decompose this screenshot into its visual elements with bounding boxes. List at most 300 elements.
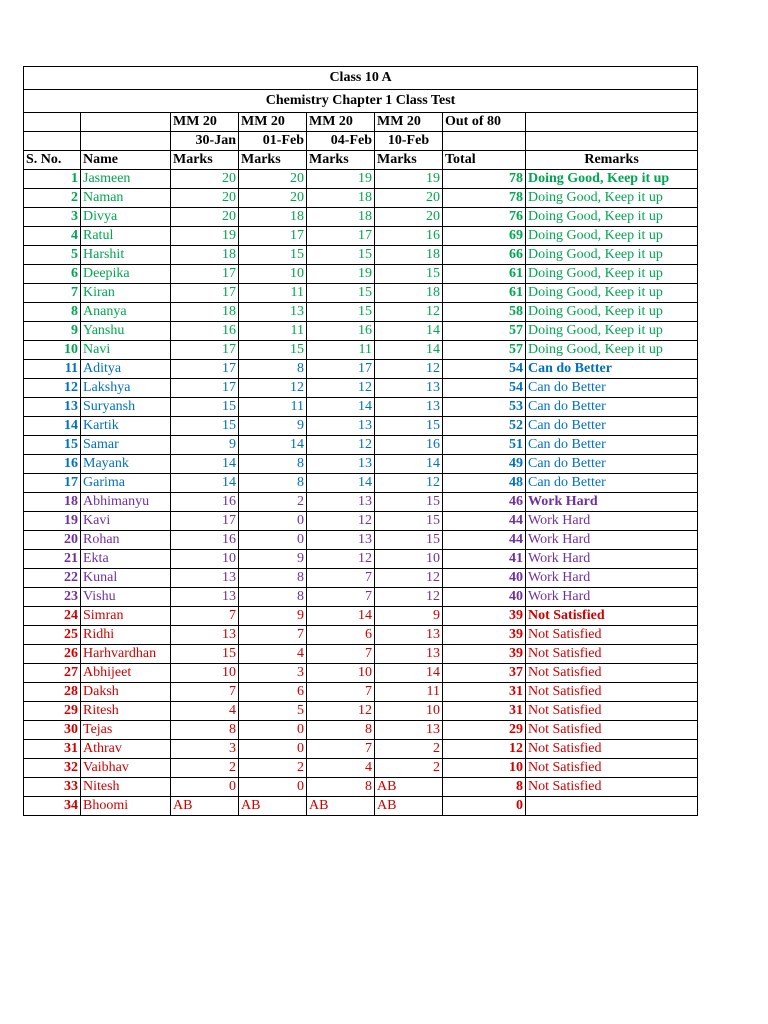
name-cell[interactable]: Harhvardhan	[81, 645, 171, 664]
mark-cell[interactable]: 12	[375, 360, 443, 379]
mark-cell[interactable]: 6	[307, 626, 375, 645]
date-cell[interactable]: 01-Feb	[239, 132, 307, 151]
name-cell[interactable]: Yanshu	[81, 322, 171, 341]
mark-cell[interactable]: 12	[375, 303, 443, 322]
name-header[interactable]: Name	[81, 151, 171, 170]
marks-header[interactable]: Marks	[375, 151, 443, 170]
mark-cell[interactable]: 11	[307, 341, 375, 360]
sno-header[interactable]: S. No.	[24, 151, 81, 170]
total-header[interactable]: Total	[443, 151, 526, 170]
mark-cell[interactable]: 17	[171, 360, 239, 379]
mark-cell[interactable]: 2	[171, 759, 239, 778]
mark-cell[interactable]: 15	[171, 398, 239, 417]
mark-cell[interactable]: 7	[307, 645, 375, 664]
mark-cell[interactable]: 0	[171, 778, 239, 797]
sno-cell[interactable]: 1	[24, 170, 81, 189]
mark-cell[interactable]: 15	[171, 645, 239, 664]
mark-cell[interactable]: 11	[239, 284, 307, 303]
mark-cell[interactable]: 18	[375, 246, 443, 265]
mark-cell[interactable]: 9	[239, 607, 307, 626]
empty-cell[interactable]	[81, 132, 171, 151]
remark-cell[interactable]: Doing Good, Keep it up	[526, 284, 698, 303]
mark-cell[interactable]: 15	[375, 417, 443, 436]
mark-cell[interactable]: 0	[239, 721, 307, 740]
mark-cell[interactable]: AB	[171, 797, 239, 816]
mark-cell[interactable]: 7	[307, 569, 375, 588]
sno-cell[interactable]: 20	[24, 531, 81, 550]
sno-cell[interactable]: 27	[24, 664, 81, 683]
mark-cell[interactable]: 0	[239, 512, 307, 531]
mark-cell[interactable]: 3	[171, 740, 239, 759]
empty-cell[interactable]	[443, 132, 526, 151]
sno-cell[interactable]: 4	[24, 227, 81, 246]
mark-cell[interactable]: 17	[171, 341, 239, 360]
remarks-header[interactable]: Remarks	[526, 151, 698, 170]
remark-cell[interactable]: Can do Better	[526, 398, 698, 417]
mark-cell[interactable]: 2	[239, 493, 307, 512]
remark-cell[interactable]: Not Satisfied	[526, 721, 698, 740]
total-cell[interactable]: 78	[443, 170, 526, 189]
name-cell[interactable]: Vishu	[81, 588, 171, 607]
mark-cell[interactable]: 12	[307, 379, 375, 398]
sno-cell[interactable]: 10	[24, 341, 81, 360]
mark-cell[interactable]: 18	[307, 208, 375, 227]
name-cell[interactable]: Harshit	[81, 246, 171, 265]
sno-cell[interactable]: 17	[24, 474, 81, 493]
total-cell[interactable]: 61	[443, 284, 526, 303]
mark-cell[interactable]: 17	[239, 227, 307, 246]
mark-cell[interactable]: 7	[307, 588, 375, 607]
mark-cell[interactable]: 14	[307, 398, 375, 417]
remark-cell[interactable]: Can do Better	[526, 455, 698, 474]
mark-cell[interactable]: 11	[239, 322, 307, 341]
remark-cell[interactable]: Work Hard	[526, 512, 698, 531]
name-cell[interactable]: Rohan	[81, 531, 171, 550]
total-cell[interactable]: 52	[443, 417, 526, 436]
sno-cell[interactable]: 28	[24, 683, 81, 702]
name-cell[interactable]: Ratul	[81, 227, 171, 246]
name-cell[interactable]: Kavi	[81, 512, 171, 531]
total-cell[interactable]: 31	[443, 683, 526, 702]
remark-cell[interactable]: Doing Good, Keep it up	[526, 341, 698, 360]
mark-cell[interactable]: 7	[171, 607, 239, 626]
name-cell[interactable]: Garima	[81, 474, 171, 493]
mark-cell[interactable]: AB	[307, 797, 375, 816]
sno-cell[interactable]: 33	[24, 778, 81, 797]
mark-cell[interactable]: 14	[307, 607, 375, 626]
name-cell[interactable]: Vaibhav	[81, 759, 171, 778]
class-title[interactable]: Class 10 A	[24, 67, 698, 90]
name-cell[interactable]: Mayank	[81, 455, 171, 474]
remark-cell[interactable]: Not Satisfied	[526, 778, 698, 797]
mark-cell[interactable]: 18	[171, 246, 239, 265]
remark-cell[interactable]: Not Satisfied	[526, 759, 698, 778]
total-cell[interactable]: 57	[443, 341, 526, 360]
name-cell[interactable]: Ananya	[81, 303, 171, 322]
sno-cell[interactable]: 5	[24, 246, 81, 265]
mark-cell[interactable]: 13	[375, 398, 443, 417]
mark-cell[interactable]: 9	[239, 417, 307, 436]
mark-cell[interactable]: 19	[171, 227, 239, 246]
mark-cell[interactable]: 0	[239, 740, 307, 759]
remark-cell[interactable]: Work Hard	[526, 550, 698, 569]
sno-cell[interactable]: 19	[24, 512, 81, 531]
mark-cell[interactable]: 20	[171, 208, 239, 227]
max-marks-cell[interactable]: MM 20	[171, 113, 239, 132]
mark-cell[interactable]: 2	[239, 759, 307, 778]
mark-cell[interactable]: 8	[239, 474, 307, 493]
total-cell[interactable]: 44	[443, 512, 526, 531]
mark-cell[interactable]: 8	[239, 569, 307, 588]
mark-cell[interactable]: 16	[171, 493, 239, 512]
mark-cell[interactable]: 0	[239, 531, 307, 550]
sno-cell[interactable]: 9	[24, 322, 81, 341]
mark-cell[interactable]: 10	[171, 664, 239, 683]
mark-cell[interactable]: 16	[375, 227, 443, 246]
mark-cell[interactable]: 12	[375, 569, 443, 588]
mark-cell[interactable]: 14	[375, 341, 443, 360]
sno-cell[interactable]: 25	[24, 626, 81, 645]
marks-header[interactable]: Marks	[307, 151, 375, 170]
name-cell[interactable]: Jasmeen	[81, 170, 171, 189]
total-cell[interactable]: 8	[443, 778, 526, 797]
mark-cell[interactable]: 15	[375, 265, 443, 284]
mark-cell[interactable]: 12	[307, 702, 375, 721]
mark-cell[interactable]: 10	[307, 664, 375, 683]
date-cell[interactable]: 04-Feb	[307, 132, 375, 151]
mark-cell[interactable]: 12	[307, 512, 375, 531]
total-cell[interactable]: 58	[443, 303, 526, 322]
max-marks-cell[interactable]: MM 20	[307, 113, 375, 132]
mark-cell[interactable]: 13	[171, 569, 239, 588]
remark-cell[interactable]	[526, 797, 698, 816]
name-cell[interactable]: Samar	[81, 436, 171, 455]
remark-cell[interactable]: Can do Better	[526, 436, 698, 455]
out-of-cell[interactable]: Out of 80	[443, 113, 526, 132]
total-cell[interactable]: 54	[443, 379, 526, 398]
mark-cell[interactable]: 12	[307, 436, 375, 455]
name-cell[interactable]: Daksh	[81, 683, 171, 702]
remark-cell[interactable]: Doing Good, Keep it up	[526, 227, 698, 246]
remark-cell[interactable]: Not Satisfied	[526, 607, 698, 626]
mark-cell[interactable]: 20	[239, 189, 307, 208]
mark-cell[interactable]: 5	[239, 702, 307, 721]
total-cell[interactable]: 29	[443, 721, 526, 740]
total-cell[interactable]: 0	[443, 797, 526, 816]
mark-cell[interactable]: AB	[375, 797, 443, 816]
total-cell[interactable]: 40	[443, 569, 526, 588]
sno-cell[interactable]: 24	[24, 607, 81, 626]
mark-cell[interactable]: 11	[375, 683, 443, 702]
total-cell[interactable]: 48	[443, 474, 526, 493]
name-cell[interactable]: Nitesh	[81, 778, 171, 797]
total-cell[interactable]: 39	[443, 645, 526, 664]
name-cell[interactable]: Naman	[81, 189, 171, 208]
sno-cell[interactable]: 18	[24, 493, 81, 512]
remark-cell[interactable]: Doing Good, Keep it up	[526, 303, 698, 322]
mark-cell[interactable]: 18	[375, 284, 443, 303]
mark-cell[interactable]: 15	[375, 531, 443, 550]
mark-cell[interactable]: 13	[239, 303, 307, 322]
name-cell[interactable]: Bhoomi	[81, 797, 171, 816]
mark-cell[interactable]: 13	[307, 417, 375, 436]
name-cell[interactable]: Aditya	[81, 360, 171, 379]
mark-cell[interactable]: 4	[171, 702, 239, 721]
mark-cell[interactable]: 10	[239, 265, 307, 284]
mark-cell[interactable]: 12	[375, 474, 443, 493]
name-cell[interactable]: Ritesh	[81, 702, 171, 721]
mark-cell[interactable]: 16	[307, 322, 375, 341]
name-cell[interactable]: Divya	[81, 208, 171, 227]
mark-cell[interactable]: 15	[307, 284, 375, 303]
mark-cell[interactable]: 7	[171, 683, 239, 702]
remark-cell[interactable]: Can do Better	[526, 360, 698, 379]
name-cell[interactable]: Lakshya	[81, 379, 171, 398]
mark-cell[interactable]: 18	[307, 189, 375, 208]
total-cell[interactable]: 53	[443, 398, 526, 417]
sno-cell[interactable]: 7	[24, 284, 81, 303]
mark-cell[interactable]: 7	[307, 683, 375, 702]
table-row	[24, 246, 698, 265]
mark-cell[interactable]: 13	[307, 493, 375, 512]
sno-cell[interactable]: 15	[24, 436, 81, 455]
mark-cell[interactable]: 7	[239, 626, 307, 645]
total-cell[interactable]: 31	[443, 702, 526, 721]
mark-cell[interactable]: 14	[307, 474, 375, 493]
remark-cell[interactable]: Not Satisfied	[526, 740, 698, 759]
name-cell[interactable]: Kiran	[81, 284, 171, 303]
marks-header[interactable]: Marks	[239, 151, 307, 170]
sno-cell[interactable]: 12	[24, 379, 81, 398]
date-cell[interactable]: 10-Feb	[375, 132, 443, 151]
mark-cell[interactable]: 13	[375, 379, 443, 398]
remark-cell[interactable]: Not Satisfied	[526, 626, 698, 645]
sno-cell[interactable]: 3	[24, 208, 81, 227]
sno-cell[interactable]: 2	[24, 189, 81, 208]
mark-cell[interactable]: 15	[171, 417, 239, 436]
sno-cell[interactable]: 26	[24, 645, 81, 664]
mark-cell[interactable]: 20	[375, 189, 443, 208]
mark-cell[interactable]: 19	[307, 170, 375, 189]
mark-cell[interactable]: 12	[239, 379, 307, 398]
sno-cell[interactable]: 29	[24, 702, 81, 721]
name-cell[interactable]: Athrav	[81, 740, 171, 759]
total-cell[interactable]: 12	[443, 740, 526, 759]
remark-cell[interactable]: Doing Good, Keep it up	[526, 189, 698, 208]
mark-cell[interactable]: 15	[239, 341, 307, 360]
total-cell[interactable]: 66	[443, 246, 526, 265]
name-cell[interactable]: Ekta	[81, 550, 171, 569]
mark-cell[interactable]: 13	[375, 721, 443, 740]
total-cell[interactable]: 61	[443, 265, 526, 284]
mark-cell[interactable]: 20	[239, 170, 307, 189]
total-cell[interactable]: 40	[443, 588, 526, 607]
name-cell[interactable]: Simran	[81, 607, 171, 626]
name-cell[interactable]: Kartik	[81, 417, 171, 436]
mark-cell[interactable]: 12	[375, 588, 443, 607]
marks-header[interactable]: Marks	[171, 151, 239, 170]
mark-cell[interactable]: 17	[307, 360, 375, 379]
sno-cell[interactable]: 23	[24, 588, 81, 607]
remark-cell[interactable]: Not Satisfied	[526, 645, 698, 664]
sno-cell[interactable]: 13	[24, 398, 81, 417]
total-cell[interactable]: 76	[443, 208, 526, 227]
remark-cell[interactable]: Can do Better	[526, 474, 698, 493]
mark-cell[interactable]: 9	[375, 607, 443, 626]
total-cell[interactable]: 51	[443, 436, 526, 455]
remark-cell[interactable]: Not Satisfied	[526, 683, 698, 702]
mark-cell[interactable]: 15	[375, 512, 443, 531]
max-marks-cell[interactable]: MM 20	[375, 113, 443, 132]
mark-cell[interactable]: 8	[171, 721, 239, 740]
mark-cell[interactable]: 10	[375, 550, 443, 569]
mark-cell[interactable]: 13	[375, 645, 443, 664]
name-cell[interactable]: Kunal	[81, 569, 171, 588]
mark-cell[interactable]: AB	[239, 797, 307, 816]
remark-cell[interactable]: Work Hard	[526, 569, 698, 588]
mark-cell[interactable]: 13	[171, 626, 239, 645]
remark-cell[interactable]: Doing Good, Keep it up	[526, 170, 698, 189]
mark-cell[interactable]: 17	[171, 512, 239, 531]
mark-cell[interactable]: 13	[307, 531, 375, 550]
total-cell[interactable]: 54	[443, 360, 526, 379]
mark-cell[interactable]: 4	[307, 759, 375, 778]
mark-cell[interactable]: 17	[171, 265, 239, 284]
mark-cell[interactable]: 10	[375, 702, 443, 721]
remark-cell[interactable]: Not Satisfied	[526, 664, 698, 683]
name-cell[interactable]: Navi	[81, 341, 171, 360]
mark-cell[interactable]: 18	[171, 303, 239, 322]
mark-cell[interactable]: 4	[239, 645, 307, 664]
mark-cell[interactable]: 12	[307, 550, 375, 569]
total-cell[interactable]: 69	[443, 227, 526, 246]
mark-cell[interactable]: 8	[307, 721, 375, 740]
mark-cell[interactable]: 20	[375, 208, 443, 227]
name-cell[interactable]: Abhijeet	[81, 664, 171, 683]
sno-cell[interactable]: 14	[24, 417, 81, 436]
mark-cell[interactable]: 16	[171, 322, 239, 341]
mark-cell[interactable]: 7	[307, 740, 375, 759]
mark-cell[interactable]: 2	[375, 759, 443, 778]
total-cell[interactable]: 39	[443, 626, 526, 645]
empty-cell[interactable]	[526, 113, 698, 132]
name-cell[interactable]: Suryansh	[81, 398, 171, 417]
total-cell[interactable]: 41	[443, 550, 526, 569]
total-cell[interactable]: 49	[443, 455, 526, 474]
mark-cell[interactable]: 20	[171, 170, 239, 189]
mark-cell[interactable]: 17	[171, 379, 239, 398]
mark-cell[interactable]: 3	[239, 664, 307, 683]
mark-cell[interactable]: 14	[375, 322, 443, 341]
mark-cell[interactable]: 20	[171, 189, 239, 208]
sno-cell[interactable]: 30	[24, 721, 81, 740]
empty-cell[interactable]	[24, 132, 81, 151]
mark-cell[interactable]: 6	[239, 683, 307, 702]
name-cell[interactable]: Abhimanyu	[81, 493, 171, 512]
mark-cell[interactable]: 15	[307, 303, 375, 322]
sno-cell[interactable]: 32	[24, 759, 81, 778]
total-cell[interactable]: 57	[443, 322, 526, 341]
sno-cell[interactable]: 22	[24, 569, 81, 588]
total-cell[interactable]: 37	[443, 664, 526, 683]
remark-cell[interactable]: Doing Good, Keep it up	[526, 246, 698, 265]
empty-cell[interactable]	[24, 113, 81, 132]
total-cell[interactable]: 44	[443, 531, 526, 550]
mark-cell[interactable]: 17	[171, 284, 239, 303]
remark-cell[interactable]: Can do Better	[526, 379, 698, 398]
mark-cell[interactable]: 15	[307, 246, 375, 265]
total-cell[interactable]: 46	[443, 493, 526, 512]
mark-cell[interactable]: 13	[307, 455, 375, 474]
mark-cell[interactable]: 8	[239, 455, 307, 474]
mark-cell[interactable]: 14	[239, 436, 307, 455]
mark-cell[interactable]: 10	[171, 550, 239, 569]
remark-cell[interactable]: Not Satisfied	[526, 702, 698, 721]
name-cell[interactable]: Deepika	[81, 265, 171, 284]
mark-cell[interactable]: 17	[307, 227, 375, 246]
mark-cell[interactable]: 14	[375, 455, 443, 474]
mark-cell[interactable]: 8	[307, 778, 375, 797]
mark-cell[interactable]: 15	[375, 493, 443, 512]
mark-cell[interactable]: 18	[239, 208, 307, 227]
mark-cell[interactable]: 14	[375, 664, 443, 683]
mark-cell[interactable]: 13	[375, 626, 443, 645]
mark-cell[interactable]: 16	[171, 531, 239, 550]
remark-cell[interactable]: Doing Good, Keep it up	[526, 265, 698, 284]
mark-cell[interactable]: AB	[375, 778, 443, 797]
total-cell[interactable]: 78	[443, 189, 526, 208]
remark-cell[interactable]: Work Hard	[526, 531, 698, 550]
mark-cell[interactable]: 16	[375, 436, 443, 455]
empty-cell[interactable]	[526, 132, 698, 151]
mark-cell[interactable]: 11	[239, 398, 307, 417]
empty-cell[interactable]	[81, 113, 171, 132]
sno-cell[interactable]: 21	[24, 550, 81, 569]
mark-cell[interactable]: 8	[239, 588, 307, 607]
remark-cell[interactable]: Doing Good, Keep it up	[526, 322, 698, 341]
mark-cell[interactable]: 9	[239, 550, 307, 569]
mark-cell[interactable]: 0	[239, 778, 307, 797]
mark-cell[interactable]: 13	[171, 588, 239, 607]
sno-cell[interactable]: 6	[24, 265, 81, 284]
test-title[interactable]: Chemistry Chapter 1 Class Test	[24, 90, 698, 113]
mark-cell[interactable]: 9	[171, 436, 239, 455]
mark-cell[interactable]: 14	[171, 455, 239, 474]
remark-cell[interactable]: Can do Better	[526, 417, 698, 436]
sno-cell[interactable]: 11	[24, 360, 81, 379]
sno-cell[interactable]: 31	[24, 740, 81, 759]
table-row	[24, 227, 698, 246]
name-cell[interactable]: Ridhi	[81, 626, 171, 645]
remark-cell[interactable]: Work Hard	[526, 588, 698, 607]
sno-cell[interactable]: 16	[24, 455, 81, 474]
max-marks-cell[interactable]: MM 20	[239, 113, 307, 132]
mark-cell[interactable]: 2	[375, 740, 443, 759]
mark-cell[interactable]: 8	[239, 360, 307, 379]
sno-cell[interactable]: 8	[24, 303, 81, 322]
total-cell[interactable]: 10	[443, 759, 526, 778]
mark-cell[interactable]: 15	[239, 246, 307, 265]
mark-cell[interactable]: 19	[307, 265, 375, 284]
total-cell[interactable]: 39	[443, 607, 526, 626]
date-cell[interactable]: 30-Jan	[171, 132, 239, 151]
sno-cell[interactable]: 34	[24, 797, 81, 816]
name-cell[interactable]: Tejas	[81, 721, 171, 740]
remark-cell[interactable]: Work Hard	[526, 493, 698, 512]
remark-cell[interactable]: Doing Good, Keep it up	[526, 208, 698, 227]
mark-cell[interactable]: 19	[375, 170, 443, 189]
mark-cell[interactable]: 14	[171, 474, 239, 493]
